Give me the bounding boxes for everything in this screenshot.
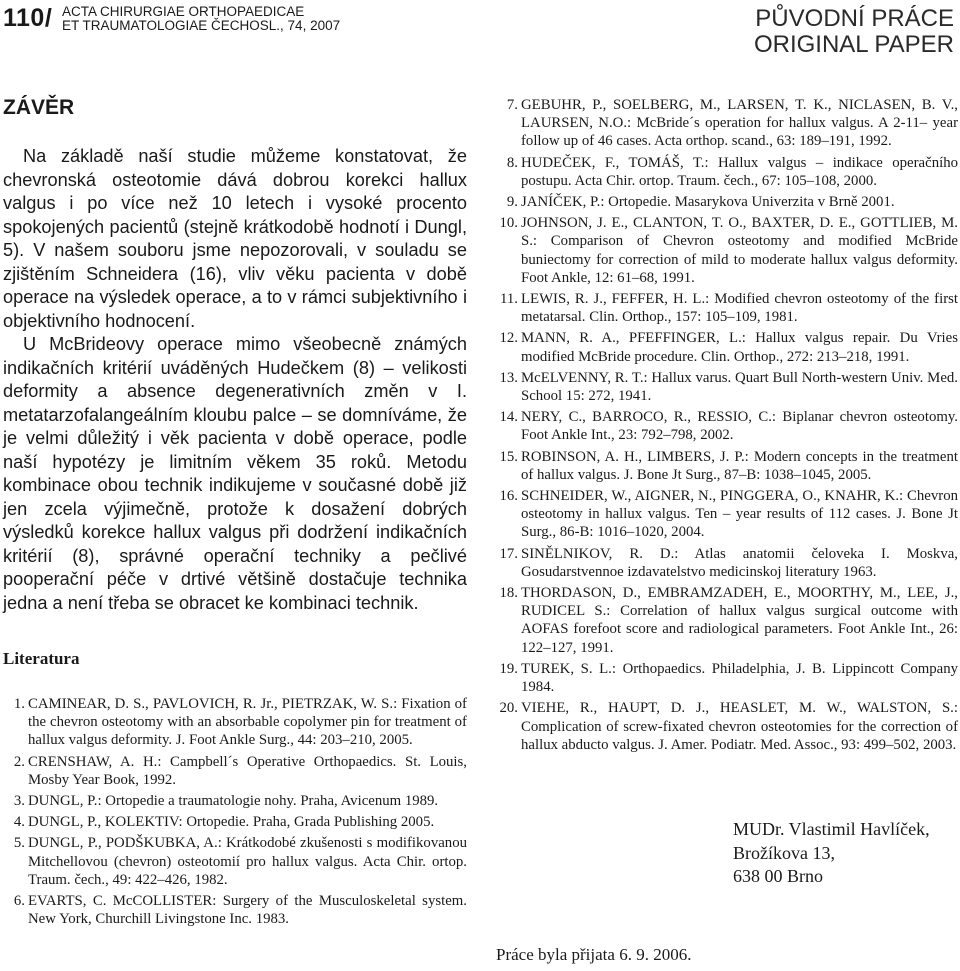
conclusion-heading: ZÁVĚR (3, 96, 75, 119)
reference-item (496, 699, 958, 754)
author-city: 638 00 Brno (733, 866, 823, 886)
reference-item (3, 792, 467, 810)
reference-item (3, 892, 467, 928)
reference-text: CRENSHAW, A. H.: Campbell´s Operative Orthopaedics. St. Louis, Mosby Year Book, 1992. (28, 753, 467, 788)
left-column (3, 95, 467, 931)
reference-item (496, 369, 958, 405)
reference-text: DUNGL, P., PODŠKUBKA, A.: Krátkodobé zkušenosti s modifikovanou Mitchellovou (chevron) osteotomií pro hallux valgus. Acta Chir. ortop. Traum. čech., 49: 422–426, 1982. (28, 835, 467, 888)
reference-item (496, 487, 958, 542)
reference-number: 16. (499, 488, 518, 505)
reference-text: ROBINSON, A. H., LIMBERS, J. P.: Modern concepts in the treatment of hallux valgus. J. Bone Jt Surg., 87–B: 1038–1045, 2005. (521, 448, 958, 483)
reference-item (496, 290, 958, 326)
reference-item (3, 834, 467, 889)
reference-text: GEBUHR, P., SOELBERG, M., LARSEN, T. K., NICLASEN, B. V., LAURSEN, N.O.: McBride´s operation for hallux valgus. A 2-11– year follow up of 46 cases. Acta orthop. scand., 63: 189–191, 1992. (521, 97, 958, 150)
author-name: MUDr. Vlastimil Havlíček, (733, 819, 930, 839)
journal-title-line1: ACTA CHIRURGIAE ORTHOPAEDICAE (62, 4, 305, 19)
reference-text: SCHNEIDER, W., AIGNER, N., PINGGERA, O., KNAHR, K.: Chevron osteotomy in hallux valgus. Ten – year results of 112 cases. J. Bone Jt Surg., 86-B: 1016–1020, 2004. (521, 488, 958, 541)
reference-text: SINĚLNIKOV, R. D.: Atlas anatomii čeloveka I. Moskva, Gosudarstvennoe izdavatelstvo medicinskoj literatury 1963. (521, 545, 958, 580)
reference-list-right (496, 96, 958, 754)
reference-number: 1. (13, 696, 25, 712)
author-address (733, 818, 930, 889)
reference-number: 15. (499, 448, 518, 465)
section-label-english: ORIGINAL PAPER (753, 31, 954, 58)
journal-title (62, 5, 340, 33)
author-street: Brožíkova 13, (733, 842, 835, 863)
reference-text: EVARTS, C. McCOLLISTER: Surgery of the Musculoskeletal system. New York, Churchill Livingstone Inc. 1983. (28, 893, 467, 928)
reference-item (496, 96, 958, 151)
reference-number: 9. (506, 194, 518, 211)
literature-heading: Literatura (3, 649, 80, 668)
reference-number: 19. (499, 660, 518, 677)
reference-text: CAMINEAR, D. S., PAVLOVICH, R. Jr., PIETRZAK, W. S.: Fixation of the chevron osteotomy with an absorbable copolymer pin for treatment of hallux valgus deformity. J. Foot Ankle Surg., 44: 203–210, 2005. (28, 696, 467, 749)
reference-number: 8. (506, 154, 518, 171)
reference-item (3, 813, 467, 831)
reference-number: 12. (499, 330, 518, 347)
reference-text: DUNGL, P., KOLEKTIV: Ortopedie. Praha, Grada Publishing 2005. (28, 814, 435, 831)
reference-number: 17. (499, 545, 518, 562)
page-number: 110/ (3, 4, 53, 32)
reference-item (3, 695, 467, 750)
right-column (496, 96, 958, 757)
reference-item (496, 408, 958, 444)
reference-item (496, 154, 958, 190)
reference-number: 3. (13, 793, 25, 810)
reference-text: DUNGL, P.: Ortopedie a traumatologie nohy. Praha, Avicenum 1989. (28, 793, 439, 810)
reference-item (496, 584, 958, 657)
reference-number: 5. (13, 835, 25, 852)
conclusion-paragraph-2: U McBrideovy operace mimo všeobecně známých indikačních kritérií uváděných Hudečkem (8) – velikosti deformity a absence degenerativních změn v I. metatarzofalangeálním kloubu palce – se domníváme, že je velmi důležitý i věk pacienta v době operace, podle naší hypotézy je limitním věkem 35 roků. Metodu kombinace obou technik indikujeme v současné době již jen zcela výjimečně, protože k dosažení dobrých výsledků korekce hallux valgus při dodržení indikačních kritérií (8), správné operační techniky a pečlivé pooperační péče v drtivé většině dostačuje technika jedna a není třeba se obracet ke kombinaci technik. (3, 334, 467, 613)
reference-text: HUDEČEK, F., TOMÁŠ, T.: Hallux valgus – indikace operačního postupu. Acta Chir. ortop. Traum. čech., 67: 105–108, 2000. (521, 154, 958, 189)
reference-list-left (3, 695, 467, 928)
section-label-czech: PŮVODNÍ PRÁCE (755, 5, 954, 32)
reference-number: 10. (499, 215, 518, 232)
reference-number: 14. (499, 409, 518, 426)
reference-text: THORDASON, D., EMBRAMZADEH, E., MOORTHY, M., LEE, J., RUDICEL S.: Correlation of hallux valgus surgical outcome with AOFAS forefoot score and radiological parameters. Foot Ankle Int., 26: 122–127, 1991. (521, 585, 958, 656)
reference-text: NERY, C., BARROCO, R., RESSIO, C.: Biplanar chevron osteotomy. Foot Ankle Int., 23: 792–798, 2002. (521, 409, 958, 444)
reference-text: MANN, R. A., PFEFFINGER, L.: Hallux valgus repair. Du Vries modified McBride procedure. Clin. Orthop., 272: 213–218, 1991. (521, 330, 958, 365)
reference-item (496, 660, 958, 696)
reference-text: McELVENNY, R. T.: Hallux varus. Quart Bull North-western Univ. Med. School 15: 272, 1941. (521, 369, 958, 405)
reference-number: 11. (500, 291, 518, 308)
reference-text: VIEHE, R., HAUPT, D. J., HEASLET, M. W., WALSTON, S.: Complication of screw-fixated chevron osteotomies for the correction of hallux abducto valgus. J. Amer. Podiatr. Med. Assoc., 93: 499–502, 2003. (521, 700, 958, 753)
received-date: Práce byla přijata 6. 9. 2006. (496, 945, 692, 964)
reference-item (496, 448, 958, 484)
reference-text: JOHNSON, J. E., CLANTON, T. O., BAXTER, D. E., GOTTLIEB, M. S.: Comparison of Chevron osteotomy and modified McBride buniectomy for correction of mild to moderate hallux valgus deformity. Foot Ankle, 12: 61–68, 1991. (521, 215, 958, 286)
reference-number: 18. (499, 585, 518, 602)
section-label (754, 6, 954, 58)
reference-number: 20. (499, 700, 518, 717)
reference-text: TUREK, S. L.: Orthopaedics. Philadelphia, J. B. Lippincott Company 1984. (521, 660, 958, 696)
reference-text: JANÍČEK, P.: Ortopedie. Masarykova Univerzita v Brně 2001. (521, 194, 895, 211)
reference-number: 4. (13, 814, 25, 831)
reference-item (496, 214, 958, 287)
reference-item (496, 193, 958, 211)
journal-title-line2: ET TRAUMATOLOGIAE ČECHOSL., 74, 2007 (62, 18, 341, 33)
conclusion-paragraph-1: Na základě naší studie můžeme konstatovat, že chevronská osteotomie dává dobrou korekci hallux valgus i po více než 10 letech i vysoké procento spokojených pacientů (stejně krátkodobě hodnotí i Dungl, 5). V našem souboru jsme nepozorovali, v souladu se zjištěním Schneidera (16), vliv věku pacienta v době operace na výsledek operace, a to v rámci subjektivního i objektivního hodnocení. (3, 146, 467, 331)
reference-number: 13. (499, 369, 518, 386)
reference-item (496, 545, 958, 581)
reference-text: LEWIS, R. J., FEFFER, H. L.: Modified chevron osteotomy of the first metatarsal. Clin. Orthop., 157: 105–109, 1981. (521, 291, 958, 326)
reference-number: 7. (506, 97, 518, 113)
reference-item (3, 753, 467, 789)
reference-item (496, 329, 958, 365)
reference-number: 6. (13, 893, 25, 910)
reference-number: 2. (13, 753, 25, 770)
